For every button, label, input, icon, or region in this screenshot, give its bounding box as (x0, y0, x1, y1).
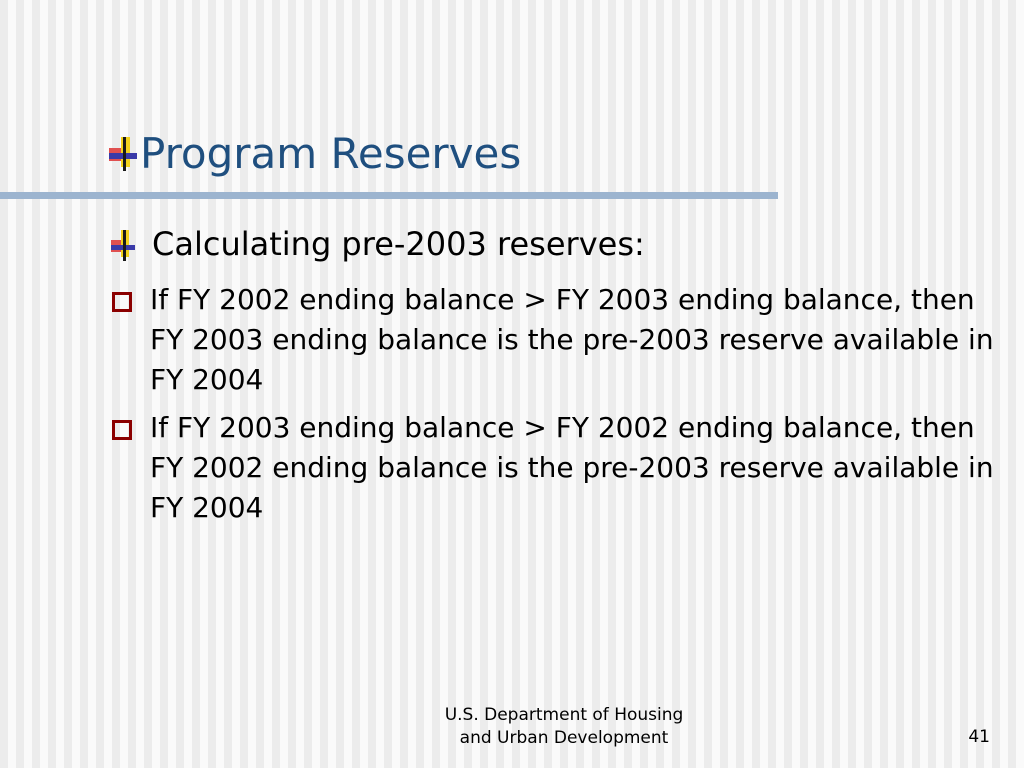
multicolor-cross-bullet-icon (110, 228, 136, 264)
slide-title: Program Reserves (140, 129, 522, 178)
sub-bullet-2-text: If FY 2003 ending balance > FY 2002 ending balance, then FY 2002 ending balance is the pre-2003 reserve available in FY 2004 (150, 411, 994, 524)
page-number: 41 (968, 727, 990, 747)
main-bullet-text: Calculating pre-2003 reserves: (152, 225, 645, 263)
multicolor-cross-bullet-icon (108, 134, 138, 174)
footer-line-2: and Urban Development (459, 728, 669, 748)
main-bullet (110, 222, 1010, 266)
footer-line-1: U.S. Department of Housing (444, 705, 684, 725)
sub-bullet-1 (110, 280, 1010, 400)
footer-organization (400, 704, 728, 750)
sub-bullet-1-text: If FY 2002 ending balance > FY 2003 ending balance, then FY 2003 ending balance is the pre-2003 reserve available in FY 2004 (150, 283, 994, 396)
slide-content (110, 222, 1010, 536)
hollow-square-bullet-icon (112, 292, 132, 312)
title-row (108, 126, 521, 182)
title-divider (0, 192, 778, 199)
hollow-square-bullet-icon (112, 420, 132, 440)
sub-bullet-2 (110, 408, 1010, 528)
